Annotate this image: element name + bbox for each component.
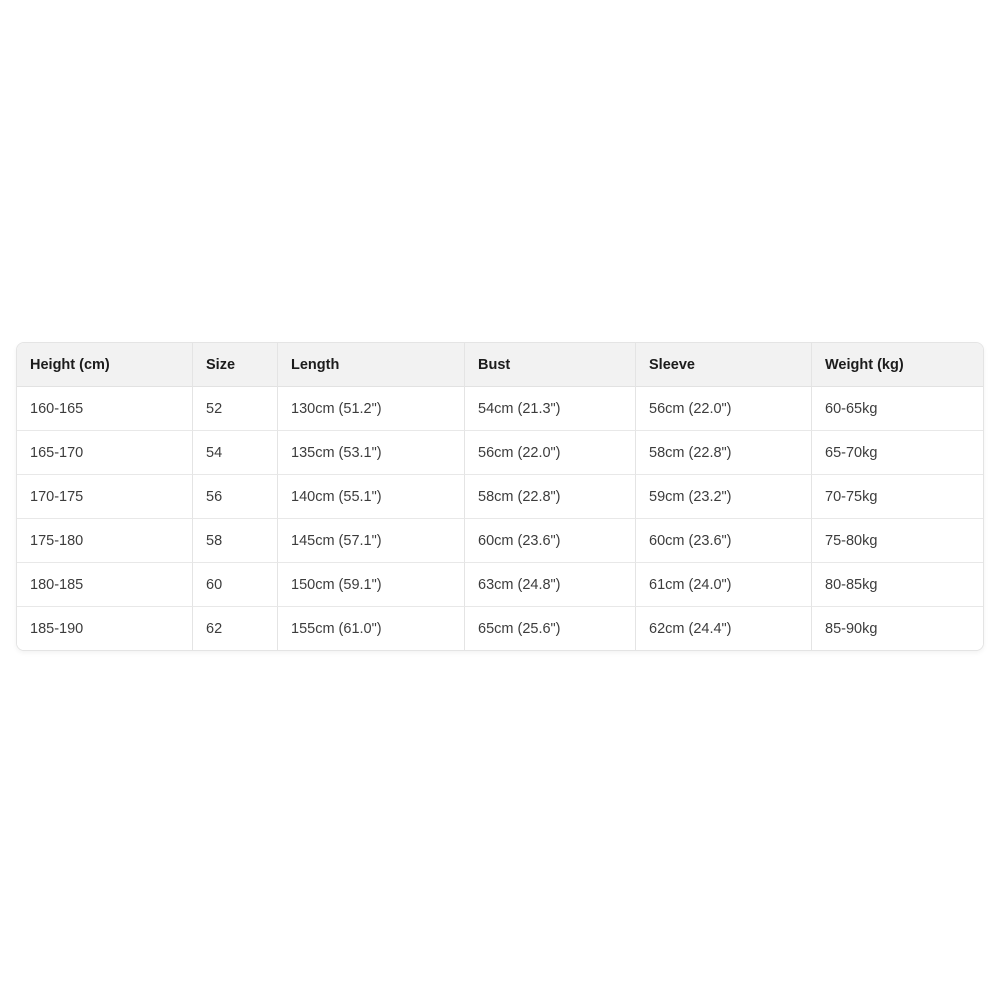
table-cell: 185-190 xyxy=(17,606,192,650)
table-cell: 75-80kg xyxy=(811,518,983,562)
table-cell: 65-70kg xyxy=(811,430,983,474)
table-cell: 60 xyxy=(192,562,277,606)
table-cell: 170-175 xyxy=(17,474,192,518)
table-cell: 155cm (61.0") xyxy=(277,606,464,650)
size-chart-container xyxy=(16,342,984,651)
column-header-size: Size xyxy=(192,343,277,387)
table-cell: 61cm (24.0") xyxy=(635,562,811,606)
table-cell: 60cm (23.6") xyxy=(635,518,811,562)
table-header-row xyxy=(17,343,983,387)
table-row xyxy=(17,562,983,606)
table-cell: 62cm (24.4") xyxy=(635,606,811,650)
table-row xyxy=(17,387,983,430)
table-cell: 62 xyxy=(192,606,277,650)
table-cell: 135cm (53.1") xyxy=(277,430,464,474)
table-cell: 56 xyxy=(192,474,277,518)
size-chart-table xyxy=(17,343,983,650)
table-cell: 60cm (23.6") xyxy=(464,518,635,562)
column-header-length: Length xyxy=(277,343,464,387)
table-cell: 58 xyxy=(192,518,277,562)
table-cell: 160-165 xyxy=(17,387,192,430)
table-cell: 165-170 xyxy=(17,430,192,474)
table-cell: 65cm (25.6") xyxy=(464,606,635,650)
table-cell: 85-90kg xyxy=(811,606,983,650)
table-cell: 54cm (21.3") xyxy=(464,387,635,430)
column-header-bust: Bust xyxy=(464,343,635,387)
table-cell: 180-185 xyxy=(17,562,192,606)
table-cell: 56cm (22.0") xyxy=(464,430,635,474)
table-cell: 52 xyxy=(192,387,277,430)
table-cell: 60-65kg xyxy=(811,387,983,430)
table-cell: 63cm (24.8") xyxy=(464,562,635,606)
table-row xyxy=(17,430,983,474)
column-header-sleeve: Sleeve xyxy=(635,343,811,387)
table-cell: 56cm (22.0") xyxy=(635,387,811,430)
table-cell: 58cm (22.8") xyxy=(464,474,635,518)
table-cell: 80-85kg xyxy=(811,562,983,606)
table-row xyxy=(17,518,983,562)
table-cell: 140cm (55.1") xyxy=(277,474,464,518)
table-row xyxy=(17,474,983,518)
table-cell: 145cm (57.1") xyxy=(277,518,464,562)
table-cell: 130cm (51.2") xyxy=(277,387,464,430)
table-cell: 175-180 xyxy=(17,518,192,562)
table-cell: 150cm (59.1") xyxy=(277,562,464,606)
table-cell: 59cm (23.2") xyxy=(635,474,811,518)
table-cell: 70-75kg xyxy=(811,474,983,518)
column-header-height: Height (cm) xyxy=(17,343,192,387)
table-row xyxy=(17,606,983,650)
column-header-weight: Weight (kg) xyxy=(811,343,983,387)
table-cell: 54 xyxy=(192,430,277,474)
table-cell: 58cm (22.8") xyxy=(635,430,811,474)
